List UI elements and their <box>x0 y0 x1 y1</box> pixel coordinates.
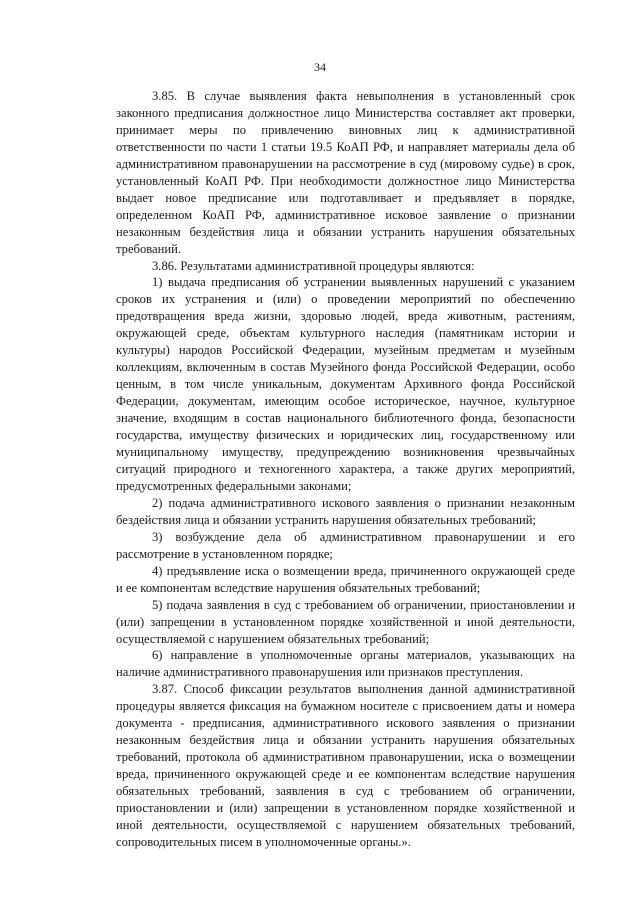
paragraph-3-87: 3.87. Способ фиксации результатов выполнения данной административной процедуры является фиксация на бумажном носителе с присвоением даты и номера документа - предписания, административного искового заявления о признании незаконным бездействия лица и обязании устранить нарушения обязательных требований, протокола об административном правонарушении, иска о возмещении вреда, причиненного окружающей среде и ее компонентам вследствие нарушения обязательных требований, заявления в суд с требованием об ограничении, приостановлении и (или) запрещении в установленном порядке хозяйственной и иной деятельности, осуществляемой с нарушением обязательных требований, сопроводительных писем в уполномоченные органы.». <box>116 682 575 849</box>
document-body <box>116 88 575 851</box>
paragraph-3-86: 3.86. Результатами административной процедуры являются: <box>152 258 475 273</box>
list-item-1: 1) выдача предписания об устранении выявленных нарушений с указанием сроков их устранения и (или) о проведении мероприятий по обеспечению предотвращения вреда жизни, здоровью людей, вреда животным, растениям, окружающей среде, объектам культурного наследия (памятникам истории и культуры) народов Российской Федерации, музейным предметам и музейным коллекциям, включенным в состав Музейного фонда Российской Федерации, особо ценным, в том числе уникальным, документам Архивного фонда Российской Федерации, документам, имеющим особое историческое, научное, культурное значение, входящим в состав национального библиотечного фонда, безопасности государства, имуществу физических и юридических лиц, государственному или муниципальному имуществу, предупреждению возникновения чрезвычайных ситуаций природного и техногенного характера, а также других мероприятий, предусмотренных федеральными законами; <box>116 275 575 493</box>
list-item-5: 5) подача заявления в суд с требованием об ограничении, приостановлении и (или) запрещении в установленном порядке хозяйственной и иной деятельности, осуществляемой с нарушением обязательных требований; <box>116 597 575 646</box>
list-item-3: 3) возбуждение дела об административном правонарушении и его рассмотрение в установленном порядке; <box>116 529 575 561</box>
paragraph-3-85: 3.85. В случае выявления факта невыполнения в установленный срок законного предписания должностное лицо Министерства составляет акт проверки, принимает меры по привлечению виновных лиц к административной ответственности по части 1 статьи 19.5 КоАП РФ, и направляет материалы дела об административном правонарушении на рассмотрение в суд (мировому судье) в срок, установленный КоАП РФ. При необходимости должностное лицо Министерства выдает новое предписание или подготавливает и предъявляет в порядке, определенном КоАП РФ, административное исковое заявление о признании незаконным бездействия лица и обязании устранить нарушения обязательных требований. <box>116 89 575 256</box>
list-item-2: 2) подача административного искового заявления о признании незаконным бездействия лица и обязании устранить нарушения обязательных требований; <box>116 495 575 527</box>
list-item-6: 6) направление в уполномоченные органы материалов, указывающих на наличие административного правонарушения или признаков преступления. <box>116 648 575 680</box>
list-item-4: 4) предъявление иска о возмещении вреда, причиненного окружающей среде и ее компонентам вследствие нарушения обязательных требований; <box>116 563 575 595</box>
page-number: 34 <box>314 60 326 74</box>
